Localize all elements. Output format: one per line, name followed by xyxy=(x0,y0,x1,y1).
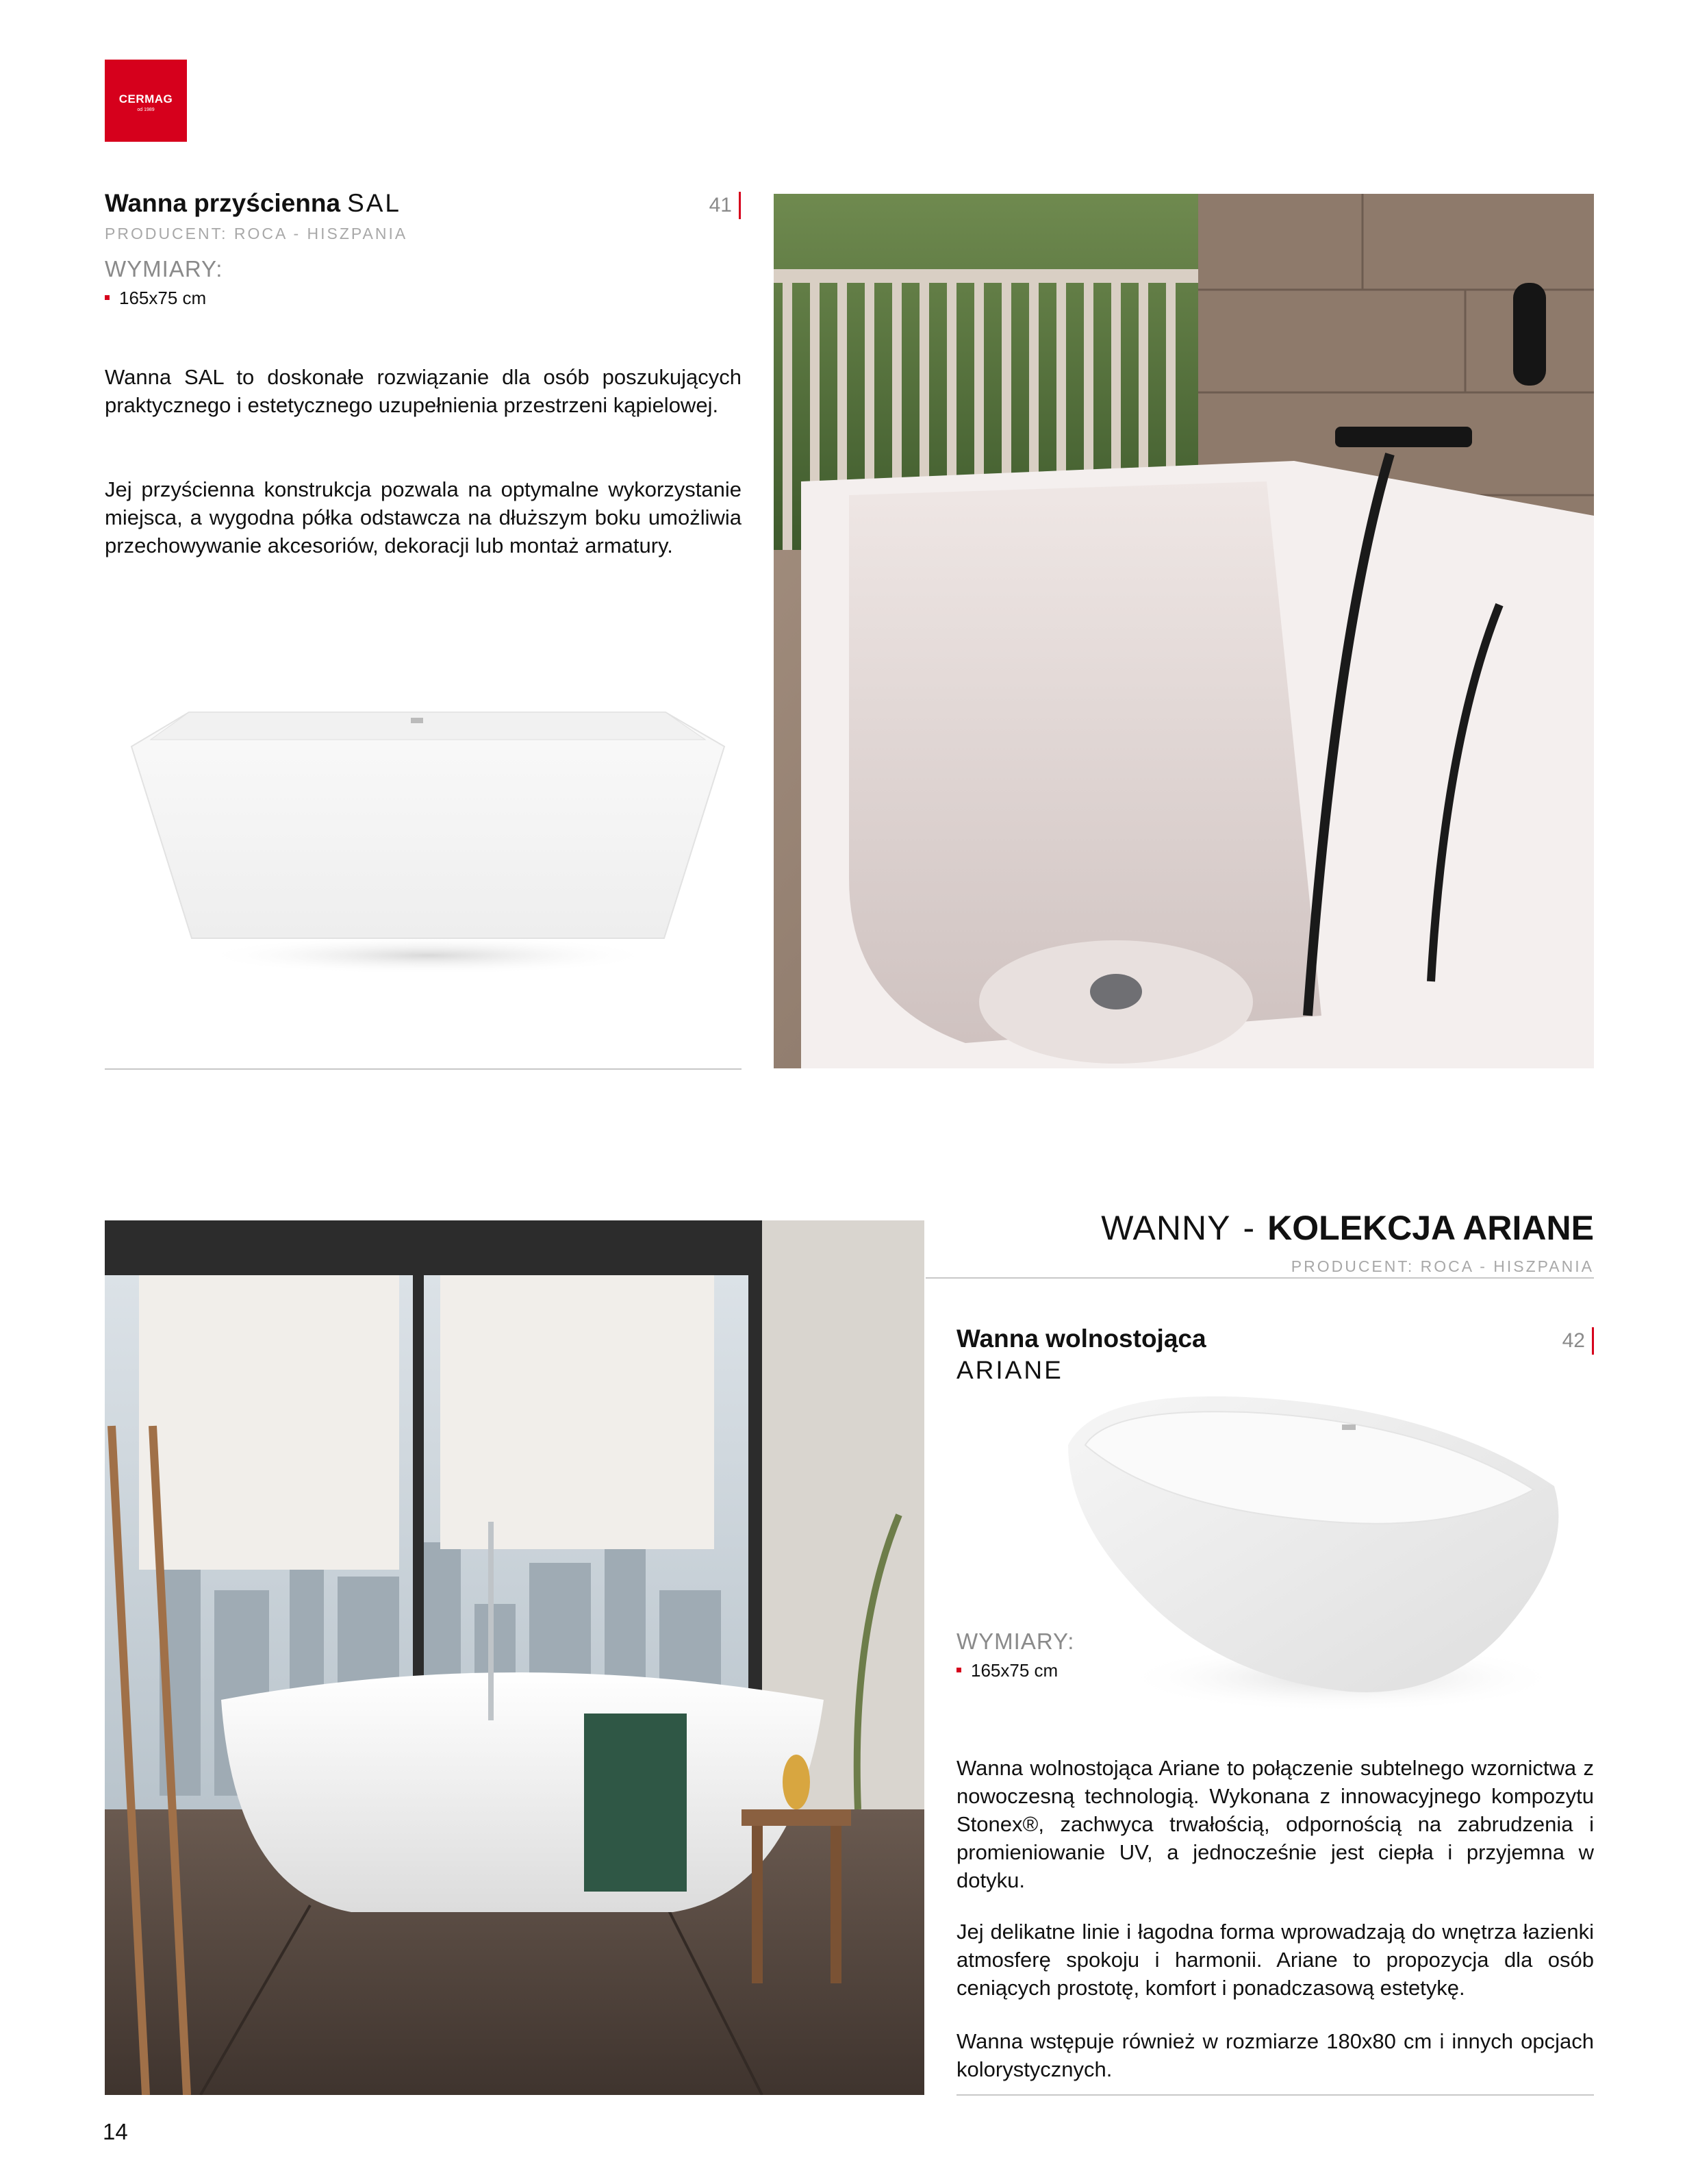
product-model-ariane: ARIANE xyxy=(956,1356,1063,1384)
collection-name: KOLEKCJA ARIANE xyxy=(1267,1209,1594,1247)
collection-divider xyxy=(926,1277,1594,1279)
collection-dash: - xyxy=(1243,1209,1256,1247)
dimensions-label-sal: WYMIARY: xyxy=(105,256,223,281)
page-number: 14 xyxy=(103,2119,128,2144)
product-description-ariane-1: Wanna wolnostojąca Ariane to połączenie subtelnego wzornictwa z nowoczesną technologią. Wykonana z innowacyjnego kompozytu Stonex®, zachwyca trwałością, odpornością na zabrudzenia i promieniowanie UV, a jednocześnie jest ciepła i przyjemna w dotyku. xyxy=(956,1756,1594,1892)
sal-bathtub-product-image xyxy=(123,692,733,986)
dimension-item-sal xyxy=(105,288,206,309)
bullet-marker xyxy=(105,295,110,300)
product-description-sal-1: Wanna SAL to doskonałe rozwiązanie dla osób poszukujących praktycznego i estetycznego uzupełnienia przestrzeni kąpielowej. xyxy=(105,365,742,417)
cermag-logo xyxy=(105,60,187,142)
collection-producer: PRODUCENT: ROCA - HISZPANIA xyxy=(1291,1257,1594,1275)
logo-since: od 1989 xyxy=(137,108,155,112)
product-description-ariane-3: Wanna wstępuje również w rozmiarze 180x80 cm i innych opcjach kolorystycznych. xyxy=(956,2029,1594,2081)
product-title-ariane: Wanna wolnostojąca xyxy=(956,1325,1206,1353)
collection-heading xyxy=(1101,1208,1594,1248)
logo-brand: CERMAG xyxy=(118,92,173,105)
product-title-text: Wanna przyścienna xyxy=(105,189,341,217)
product-number-sal: 41 xyxy=(709,192,741,219)
product-description-ariane-2: Jej delikatne linie i łagodna forma wprowadzają do wnętrza łazienki atmosferę spokoju i harmonii. Ariane to propozycja dla osób ceniących prostotę, komfort i ponadczasową estetykę. xyxy=(956,1920,1594,2000)
product-title-sal xyxy=(105,189,401,218)
sal-bathroom-photo xyxy=(774,194,1594,1068)
bullet-marker xyxy=(956,1668,961,1672)
section-divider-sal xyxy=(105,1068,742,1070)
product-model: SAL xyxy=(347,189,401,217)
section-divider-ariane xyxy=(956,2094,1594,2096)
product-producer-sal: PRODUCENT: ROCA - HISZPANIA xyxy=(105,225,408,242)
ariane-bathroom-photo xyxy=(105,1220,924,2095)
dimensions-label-ariane: WYMIARY: xyxy=(956,1629,1075,1654)
dimension-value: 165x75 cm xyxy=(119,288,207,308)
dimension-value: 165x75 cm xyxy=(971,1660,1059,1681)
product-number-ariane: 42 xyxy=(1562,1327,1594,1355)
product-description-sal-2: Jej przyścienna konstrukcja pozwala na optymalne wykorzystanie miejsca, a wygodna półka odstawcza na dłuższym boku umożliwia przechowywanie akcesoriów, dekoracji lub montaż armatury. xyxy=(105,477,742,557)
dimension-item-ariane xyxy=(956,1660,1058,1681)
ariane-bathtub-product-image xyxy=(1054,1377,1636,1733)
collection-prefix: WANNY xyxy=(1101,1209,1231,1247)
